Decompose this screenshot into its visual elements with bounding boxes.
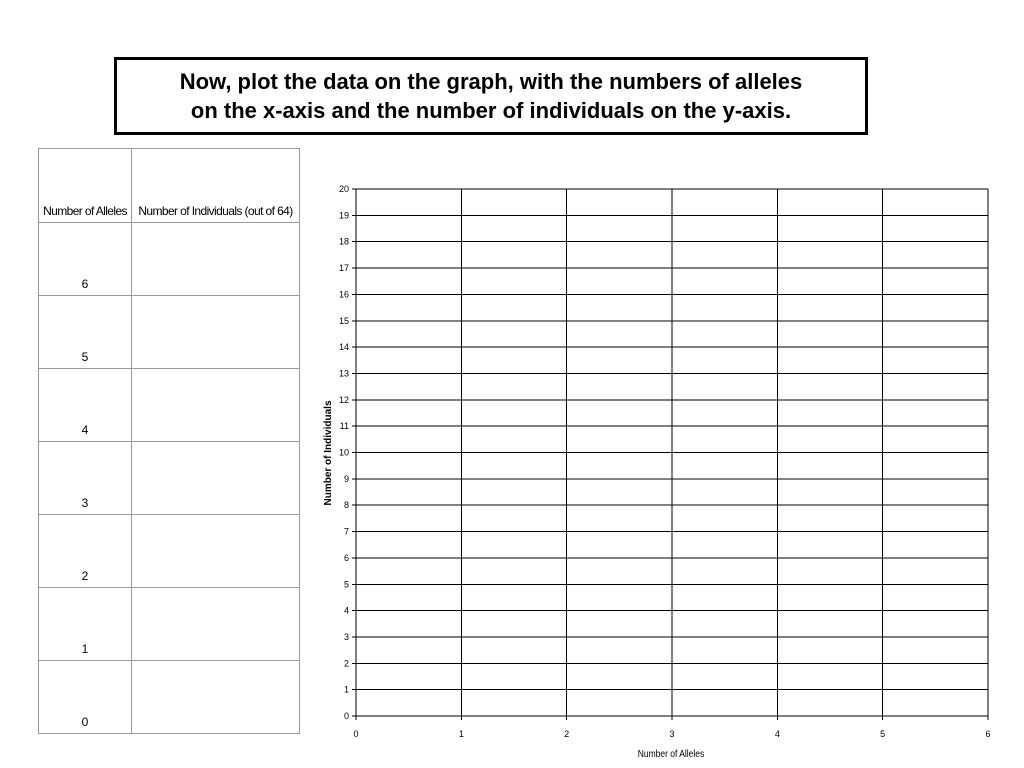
y-tick-label: 16 <box>338 289 349 300</box>
y-tick-label: 2 <box>343 658 349 669</box>
y-tick-label: 11 <box>339 421 349 432</box>
alleles-cell: 2 <box>39 515 132 588</box>
y-tick-label: 18 <box>338 236 349 247</box>
header-number-of-alleles: Number of Alleles <box>39 149 132 223</box>
y-tick-label: 3 <box>343 631 349 642</box>
x-tick-label: 3 <box>669 729 675 739</box>
x-tick-label: 0 <box>353 729 359 739</box>
y-tick-label: 15 <box>338 315 349 326</box>
grid-lines <box>356 189 988 716</box>
y-tick-label: 14 <box>338 342 349 353</box>
y-tick-label: 6 <box>343 552 349 563</box>
y-tick-label: 20 <box>338 184 349 194</box>
y-tick-label: 5 <box>343 579 349 590</box>
x-tick-label: 6 <box>985 729 991 739</box>
y-tick-label: 8 <box>343 500 349 511</box>
y-tick-label: 4 <box>343 605 349 616</box>
x-tick-label: 5 <box>880 729 886 739</box>
tick-marks <box>352 189 988 720</box>
y-tick-label: 17 <box>338 263 349 274</box>
y-tick-label: 1 <box>343 684 349 695</box>
alleles-cell: 6 <box>39 223 132 296</box>
instruction-line-2: on the x-axis and the number of individuals on the y-axis. <box>190 98 792 123</box>
x-tick-label: 1 <box>458 729 464 739</box>
x-tick-label: 2 <box>564 729 570 739</box>
x-axis-label: Number of Alleles <box>637 748 705 760</box>
alleles-cell: 0 <box>39 661 132 734</box>
alleles-cell: 5 <box>39 296 132 369</box>
y-tick-label: 13 <box>338 368 349 379</box>
y-tick-label: 12 <box>338 394 349 405</box>
tick-labels <box>339 184 991 739</box>
y-tick-label: 9 <box>343 473 349 484</box>
header-number-of-individuals: Number of Individuals (out of 64) <box>132 149 300 223</box>
y-axis-label: Number of Individuals <box>323 400 334 506</box>
y-tick-label: 10 <box>338 447 349 458</box>
alleles-cell: 1 <box>39 588 132 661</box>
alleles-cell: 3 <box>39 442 132 515</box>
x-tick-label: 4 <box>774 729 780 739</box>
y-tick-label: 7 <box>343 526 349 537</box>
instruction-line-1: Now, plot the data on the graph, with the numbers of alleles <box>179 69 803 94</box>
y-tick-label: 19 <box>338 210 349 221</box>
y-tick-label: 0 <box>343 711 349 721</box>
alleles-cell: 4 <box>39 369 132 442</box>
